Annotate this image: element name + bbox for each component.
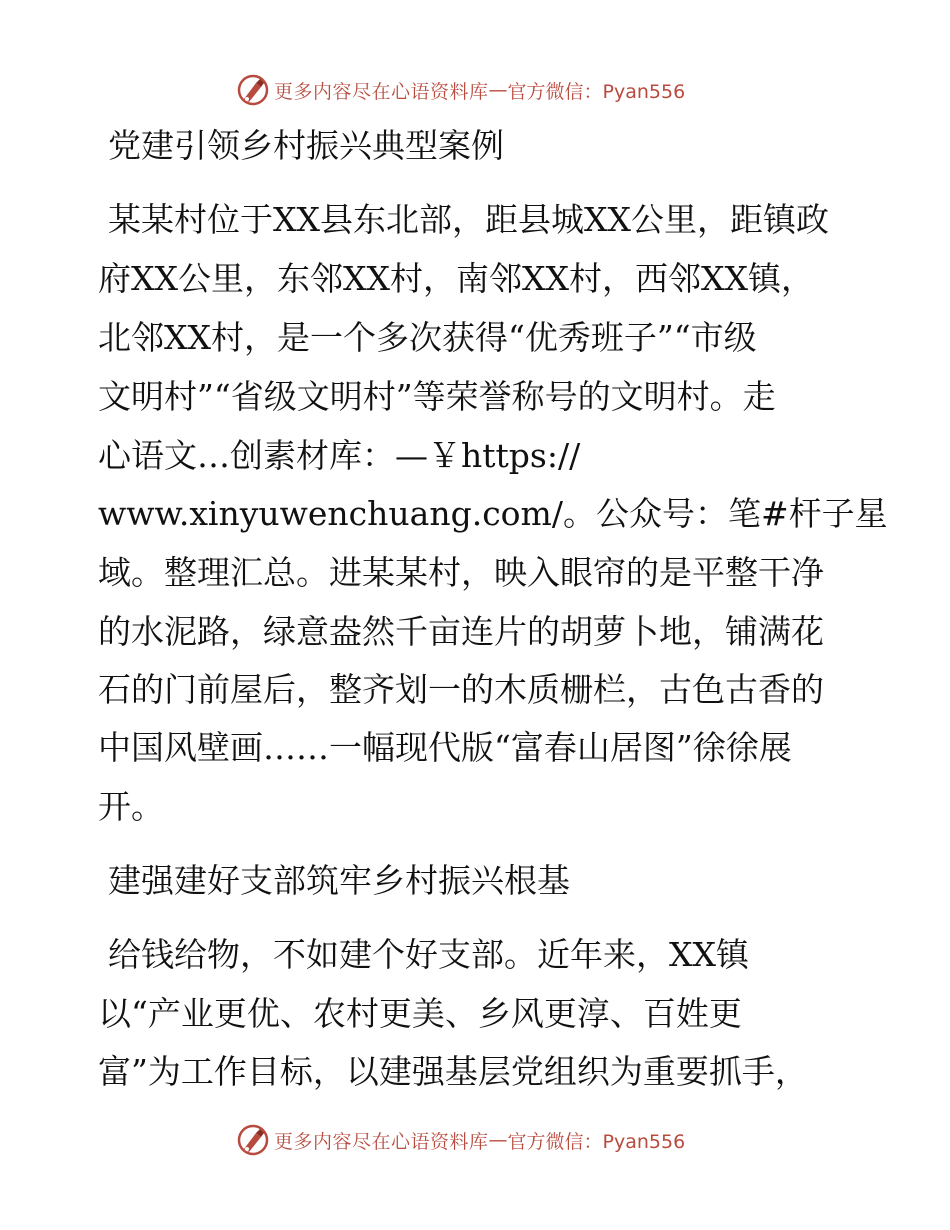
- watermark-wechat: 官方微信：Pyan556: [507, 1130, 686, 1153]
- watermark-separator: —: [488, 1129, 508, 1151]
- watermark-separator: —: [488, 79, 508, 101]
- document-title: 党建引领乡村振兴典型案例: [108, 126, 504, 165]
- paragraph-line: 的水泥路，绿意盎然千亩连片的胡萝卜地，铺满花: [98, 612, 824, 651]
- pen-logo-icon: [236, 73, 270, 107]
- header-watermark: [236, 72, 685, 108]
- watermark-text: 更多内容尽在心语资料库: [274, 1130, 489, 1153]
- paragraph-line: 域。整理汇总。进某某村，映入眼帘的是平整干净: [98, 553, 824, 592]
- paragraph-line: 某某村位于XX县东北部，距县城XX公里，距镇政: [108, 200, 829, 239]
- paragraph-line: 给钱给物，不如建个好支部。近年来，XX镇: [108, 935, 749, 974]
- paragraph-line: 文明村”“省级文明村”等荣誉称号的文明村。走: [98, 377, 776, 416]
- paragraph-line: 中国风壁画……一幅现代版“富春山居图”徐徐展: [98, 728, 792, 767]
- paragraph-line: 府XX公里，东邻XX村，南邻XX村，西邻XX镇，: [98, 259, 814, 298]
- paragraph-line: 石的门前屋后，整齐划一的木质栅栏，古色古香的: [98, 670, 824, 709]
- watermark-wechat: 官方微信：Pyan556: [507, 80, 686, 103]
- paragraph-line: 富”为工作目标，以建强基层党组织为重要抓手，: [98, 1052, 808, 1091]
- paragraph-line: 开。: [98, 787, 164, 826]
- footer-watermark: [236, 1122, 685, 1158]
- pen-logo-icon: [236, 1123, 270, 1157]
- paragraph-line: 以“产业更优、农村更美、乡风更淳、百姓更: [98, 994, 742, 1033]
- paragraph-line: www.xinyuwenchuang.com/。公众号：笔#杆子星: [98, 494, 888, 533]
- paragraph-line: 北邻XX村，是一个多次获得“优秀班子”“市级: [98, 318, 757, 357]
- section-heading: 建强建好支部筑牢乡村振兴根基: [108, 861, 570, 900]
- paragraph-line: 心语文…创素材库：—￥https://: [98, 436, 581, 475]
- watermark-text: 更多内容尽在心语资料库: [274, 80, 489, 103]
